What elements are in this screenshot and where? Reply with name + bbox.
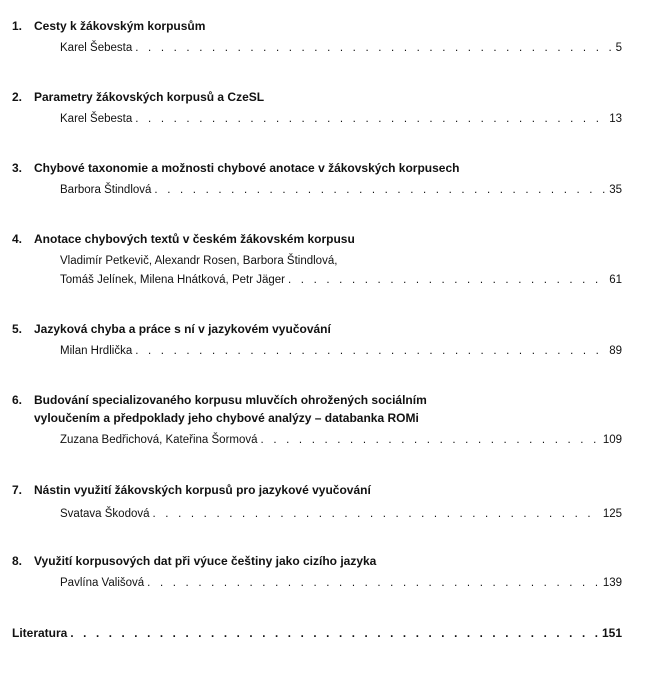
- leader-dots: [135, 343, 605, 359]
- entry-author: Tomáš Jelínek, Milena Hnátková, Petr Jäger: [60, 274, 285, 286]
- entry-number: 7.: [12, 483, 23, 497]
- entry-number: 8.: [12, 554, 23, 568]
- entry-page-number[interactable]: 5: [615, 42, 622, 54]
- leader-dots: [70, 626, 598, 642]
- entry-page-number[interactable]: 89: [609, 345, 622, 357]
- literature-title[interactable]: Literatura: [12, 626, 68, 640]
- leader-dots: [154, 182, 605, 198]
- entry-page-number[interactable]: 13: [609, 113, 622, 125]
- entry-title[interactable]: Cesty k žákovským korpusům: [34, 19, 206, 33]
- leader-dots: [135, 111, 605, 127]
- entry-page-number[interactable]: 109: [602, 434, 622, 446]
- entry-title[interactable]: Budování specializovaného korpusu mluvčích ohrožených sociálním: [34, 393, 427, 407]
- literature-page-number[interactable]: 151: [601, 626, 622, 640]
- entry-author: Pavlína Vališová: [60, 577, 145, 589]
- entry-page-number[interactable]: 125: [602, 508, 622, 520]
- table-of-contents: [12, 0, 622, 674]
- entry-title[interactable]: Chybové taxonomie a možnosti chybové anotace v žákovských korpusech: [34, 161, 460, 175]
- entry-author: Karel Šebesta: [60, 113, 133, 125]
- entry-author: Zuzana Bedřichová, Kateřina Šormová: [60, 434, 258, 446]
- entry-title[interactable]: Využití korpusových dat při výuce češtiny jako cizího jazyka: [34, 554, 377, 568]
- entry-author: Svatava Škodová: [60, 508, 150, 520]
- entry-title[interactable]: Jazyková chyba a práce s ní v jazykovém vyučování: [34, 322, 331, 336]
- entry-page-number[interactable]: 61: [609, 274, 622, 286]
- entry-number: 4.: [12, 232, 23, 246]
- entry-title-continued[interactable]: vyloučením a předpoklady jeho chybové analýzy – databanka ROMi: [34, 411, 419, 425]
- leader-dots: [147, 575, 599, 591]
- entry-author: Milan Hrdlička: [60, 345, 133, 357]
- entry-number: 6.: [12, 393, 23, 407]
- entry-author: Barbora Štindlová: [60, 184, 152, 196]
- leader-dots: [288, 272, 605, 288]
- leader-dots: [153, 506, 599, 522]
- leader-dots: [261, 432, 599, 448]
- entry-number: 2.: [12, 90, 23, 104]
- entry-author: Vladimír Petkevič, Alexandr Rosen, Barbora Štindlová,: [60, 255, 338, 267]
- entry-author: Karel Šebesta: [60, 42, 133, 54]
- leader-dots: [135, 40, 611, 56]
- entry-number: 1.: [12, 19, 23, 33]
- entry-number: 3.: [12, 161, 23, 175]
- entry-title[interactable]: Anotace chybových textů v českém žákovském korpusu: [34, 232, 355, 246]
- entry-number: 5.: [12, 322, 23, 336]
- entry-page-number[interactable]: 35: [609, 184, 622, 196]
- entry-title[interactable]: Parametry žákovských korpusů a CzeSL: [34, 90, 265, 104]
- entry-page-number[interactable]: 139: [602, 577, 622, 589]
- entry-title[interactable]: Nástin využití žákovských korpusů pro jazykové vyučování: [34, 483, 371, 497]
- toc-entry-literature[interactable]: [12, 625, 622, 642]
